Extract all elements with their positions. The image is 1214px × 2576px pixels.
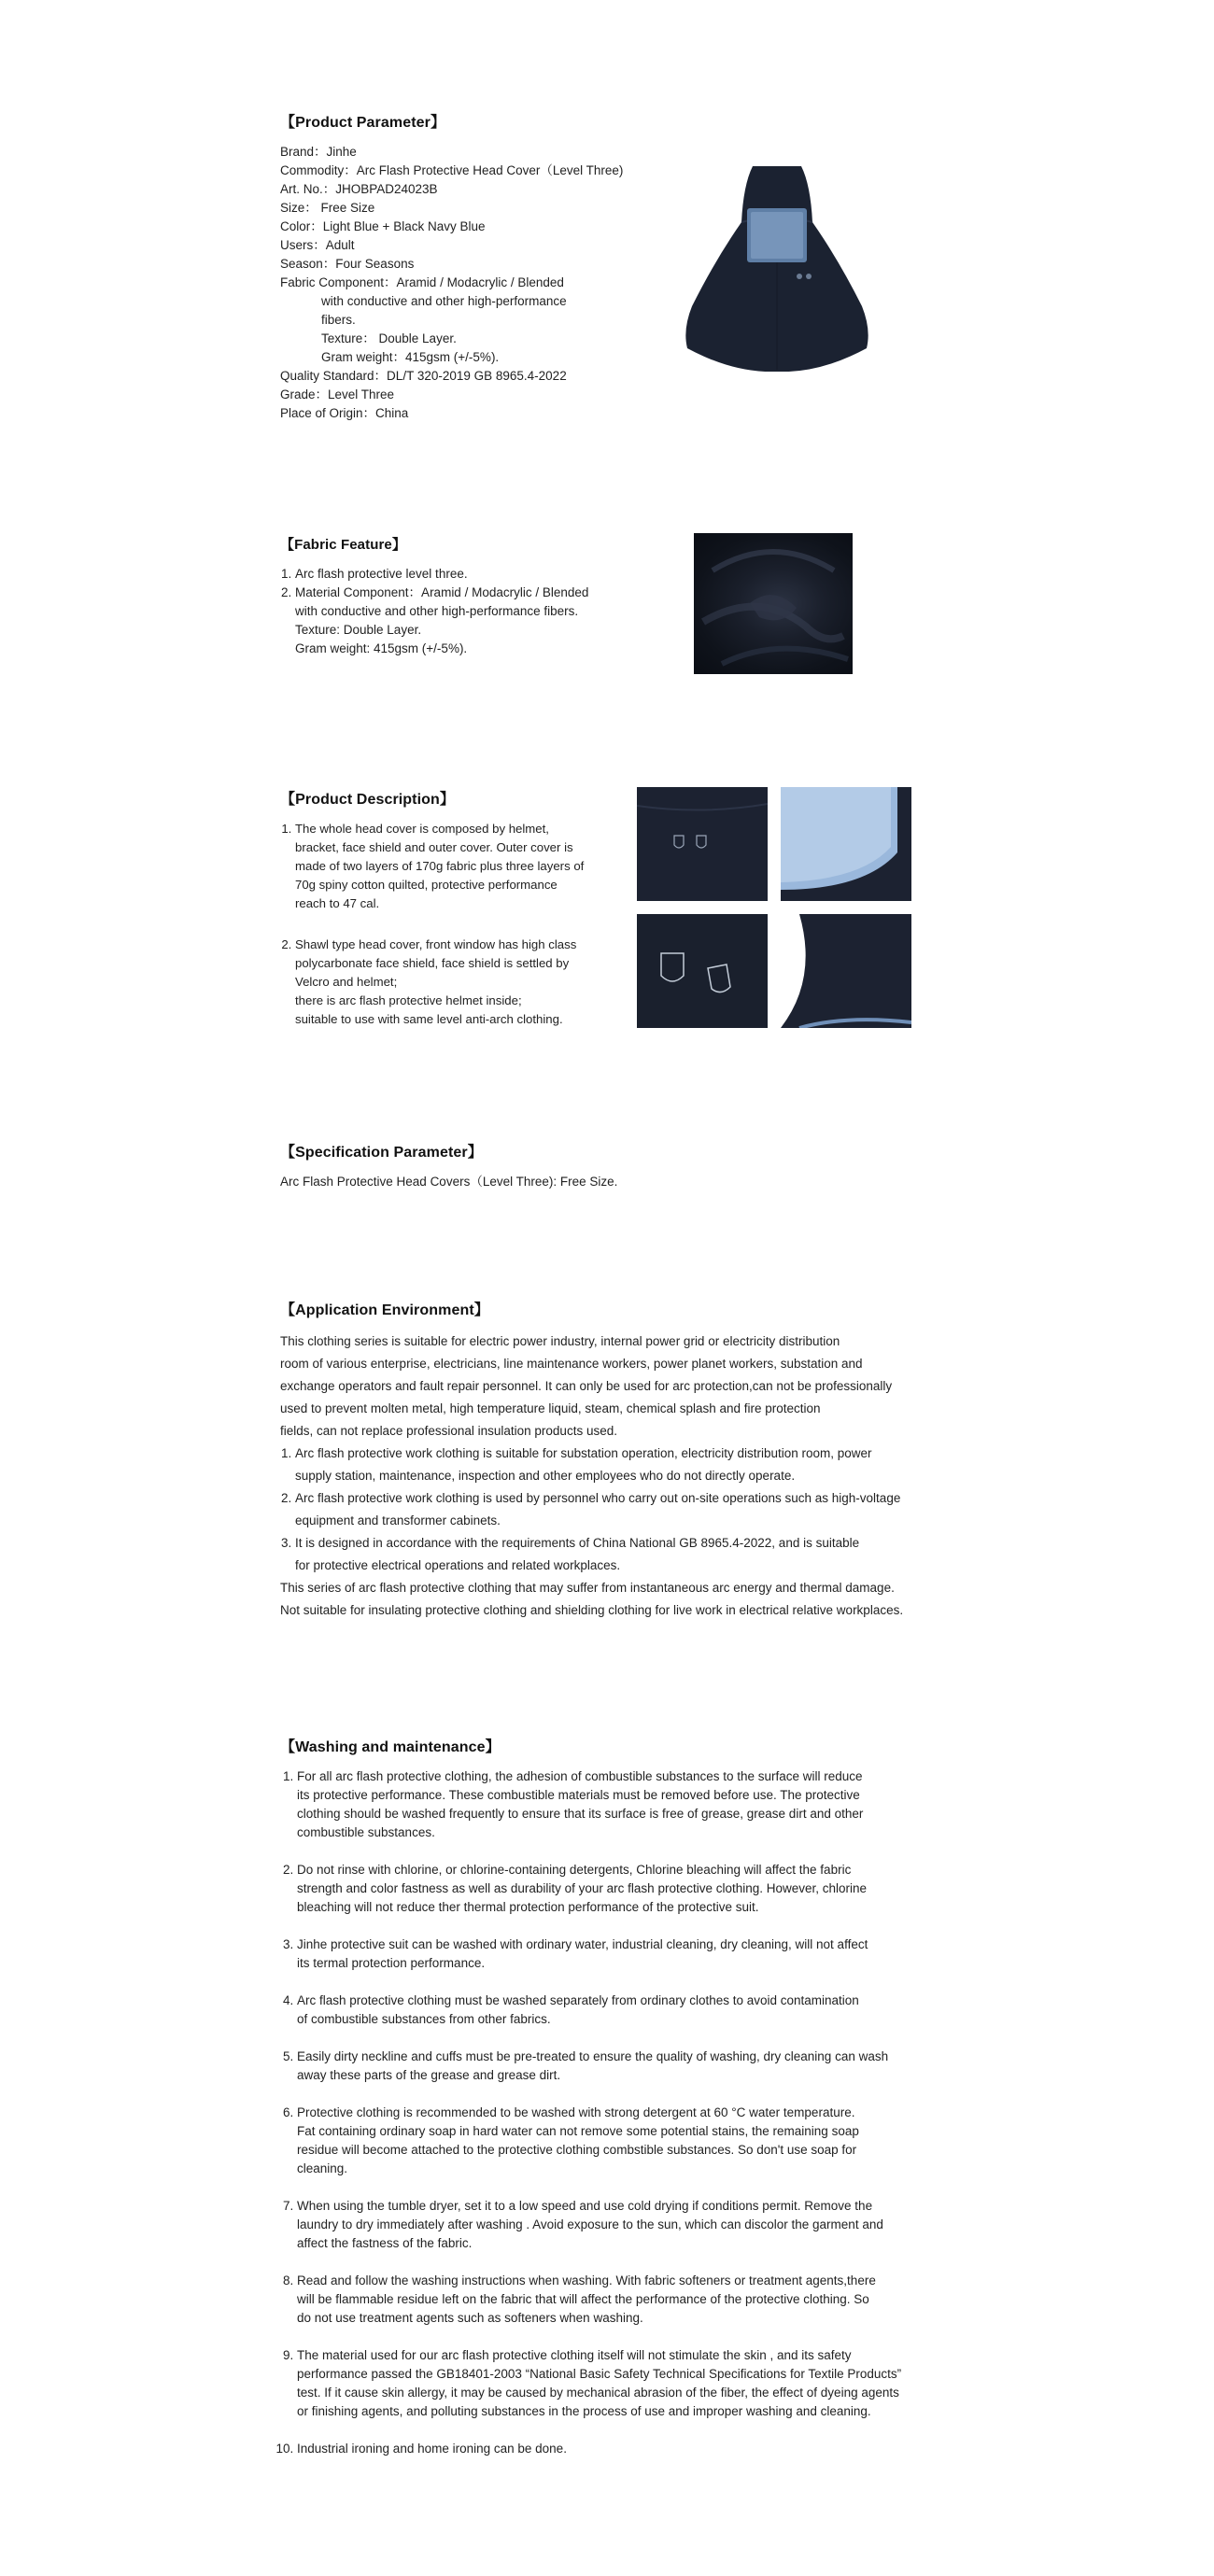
- application-intro-line: room of various enterprise, electricians, line maintenance workers, power planet workers, substation and: [280, 1357, 863, 1371]
- list-item: 4. Arc flash protective clothing must be washed separately from ordinary clothes to avoid contamination of combustible substances from other fabrics.: [297, 1992, 915, 2029]
- application-outro-line: This series of arc flash protective clothing that may suffer from instantaneous arc energy and thermal damage.: [280, 1581, 895, 1595]
- list-item: 2. Arc flash protective work clothing is used by personnel who carry out on-site operations such as high-voltage equipment and transformer cabinets.: [295, 1487, 915, 1532]
- specification-text: Arc Flash Protective Head Covers（Level Three): Free Size.: [280, 1175, 618, 1189]
- list-item: 2. Shawl type head cover, front window has high class polycarbonate face shield, face shield is settled by Velcro and helmet; there is arc flash protective helmet inside; suitable to use with same level anti-arch clothing.: [295, 936, 616, 1029]
- application-outro-line: Not suitable for insulating protective clothing and shielding clothing for live work in electrical relative workplaces.: [280, 1603, 904, 1617]
- fabric-feature-heading: 【Fabric Feature】: [280, 537, 406, 553]
- fabric-swatch-image: [694, 533, 853, 674]
- head-cover-product-image: [680, 166, 874, 372]
- list-item: 1. For all arc flash protective clothing, the adhesion of combustible substances to the surface will reduce its protective performance. These combustible materials must be removed before use. The protective clothing should be washed frequently to ensure that its surface is free of grease, grease dirt and other combustible substances.: [297, 1767, 915, 1842]
- detail-image-face-shield: [781, 787, 911, 901]
- param-line: Art. No.：JHOBPAD24023B: [280, 182, 438, 196]
- param-line: Color：Light Blue + Black Navy Blue: [280, 219, 486, 233]
- list-item: 7. When using the tumble dryer, set it to a low speed and use cold drying if conditions permit. Remove the laundry to dry immediately after washing . Avoid exposure to the sun, which can discolor the garment and affect the fastness of the fabric.: [297, 2197, 915, 2253]
- param-line: Fabric Component：Aramid / Modacrylic / Blended: [280, 275, 564, 289]
- application-intro-line: fields, can not replace professional insulation products used.: [280, 1424, 617, 1438]
- param-line: Size： Free Size: [280, 201, 375, 215]
- list-item: 10. Industrial ironing and home ironing can be done.: [297, 2440, 915, 2458]
- param-line: Commodity：Arc Flash Protective Head Cover（Level Three): [280, 163, 624, 177]
- param-line: Grade：Level Three: [280, 387, 395, 401]
- product-parameter-heading: 【Product Parameter】: [280, 115, 446, 131]
- product-description-heading: 【Product Description】: [280, 792, 456, 808]
- param-line: Texture： Double Layer.: [321, 331, 457, 345]
- list-item: 1. Arc flash protective work clothing is suitable for substation operation, electricity distribution room, power supply station, maintenance, inspection and other employees who do not directly operate.: [295, 1443, 915, 1487]
- specification-parameter-heading: 【Specification Parameter】: [280, 1145, 483, 1161]
- list-item: 3. Jinhe protective suit can be washed with ordinary water, industrial cleaning, dry cleaning, will not affect its termal protection performance.: [297, 1936, 915, 1973]
- param-line: Quality Standard：DL/T 320-2019 GB 8965.4-2022: [280, 369, 567, 383]
- param-line: Season：Four Seasons: [280, 257, 415, 271]
- list-item: 6. Protective clothing is recommended to be washed with strong detergent at 60 °C water temperature. Fat containing ordinary soap in hard water can not remove some potential stains, the remaining soap residue will become attached to the protective clothing combstible substances. So don't use soap for cleaning.: [297, 2104, 915, 2178]
- detail-image-logos: [637, 787, 768, 901]
- list-item: 2. Material Component：Aramid / Modacrylic / Blended with conductive and other high-performance fibers. Texture: Double Layer. Gram weight: 415gsm (+/-5%).: [295, 584, 915, 658]
- washing-maintenance-section: [280, 1735, 915, 2477]
- application-intro-line: This clothing series is suitable for electric power industry, internal power grid or electricity distribution: [280, 1334, 840, 1348]
- list-item: 9. The material used for our arc flash protective clothing itself will not stimulate the skin , and its safety performance passed the GB18401-2003 “National Basic Safety Technical Specifications for Textile Products” test. If it cause skin allergy, it may be caused by mechanical abrasion of the fiber, the effect of dyeing agents or finishing agents, and polluting substances in the process of use and improper washing and cleaning.: [297, 2346, 915, 2421]
- list-item: 1. The whole head cover is composed by helmet, bracket, face shield and outer cover. Outer cover is made of two layers of 170g fabric plus three layers of 70g spiny cotton quilted, protective performance reach to 47 cal.: [295, 820, 616, 913]
- list-item: 2. Do not rinse with chlorine, or chlorine-containing detergents, Chlorine bleaching will affect the fabric strength and color fastness as well as durability of your arc flash protective clothing. However, chlorine bleaching will not reduce ther thermal protection performance of the protective suit.: [297, 1861, 915, 1917]
- param-line: Gram weight：415gsm (+/-5%).: [321, 350, 500, 364]
- param-line: Users：Adult: [280, 238, 355, 252]
- param-line: Brand：Jinhe: [280, 145, 357, 159]
- washing-list: [280, 1767, 915, 2458]
- list-item: 8. Read and follow the washing instructions when washing. With fabric softeners or treatment agents,there will be flammable residue left on the fabric that will affect the performance of the protective clothing. So do not use treatment agents such as softeners when washing.: [297, 2272, 915, 2328]
- application-environment-heading: 【Application Environment】: [280, 1302, 489, 1318]
- washing-maintenance-heading: 【Washing and maintenance】: [280, 1739, 501, 1755]
- param-line: Place of Origin：China: [280, 406, 409, 420]
- application-intro-line: used to prevent molten metal, high temperature liquid, steam, chemical splash and fire protection: [280, 1401, 821, 1415]
- product-description-section: [280, 787, 616, 1029]
- param-line: with conductive and other high-performance: [321, 294, 567, 308]
- list-item: 5. Easily dirty neckline and cuffs must be pre-treated to ensure the quality of washing, dry cleaning can wash away these parts of the grease and grease dirt.: [297, 2048, 915, 2085]
- detail-image-inner-lining: [781, 914, 911, 1028]
- application-intro-line: exchange operators and fault repair personnel. It can only be used for arc protection,can not be professionally: [280, 1379, 893, 1393]
- application-environment-section: [280, 1298, 915, 1622]
- application-list: [280, 1443, 915, 1577]
- list-item: 1. Arc flash protective level three.: [295, 565, 915, 584]
- product-description-list: [280, 820, 616, 1029]
- detail-image-emblems: [637, 914, 768, 1028]
- param-line: fibers.: [321, 313, 356, 327]
- list-item: 3. It is designed in accordance with the requirements of China National GB 8965.4-2022, and is suitable for protective electrical operations and related workplaces.: [295, 1532, 915, 1577]
- specification-parameter-section: [280, 1140, 915, 1191]
